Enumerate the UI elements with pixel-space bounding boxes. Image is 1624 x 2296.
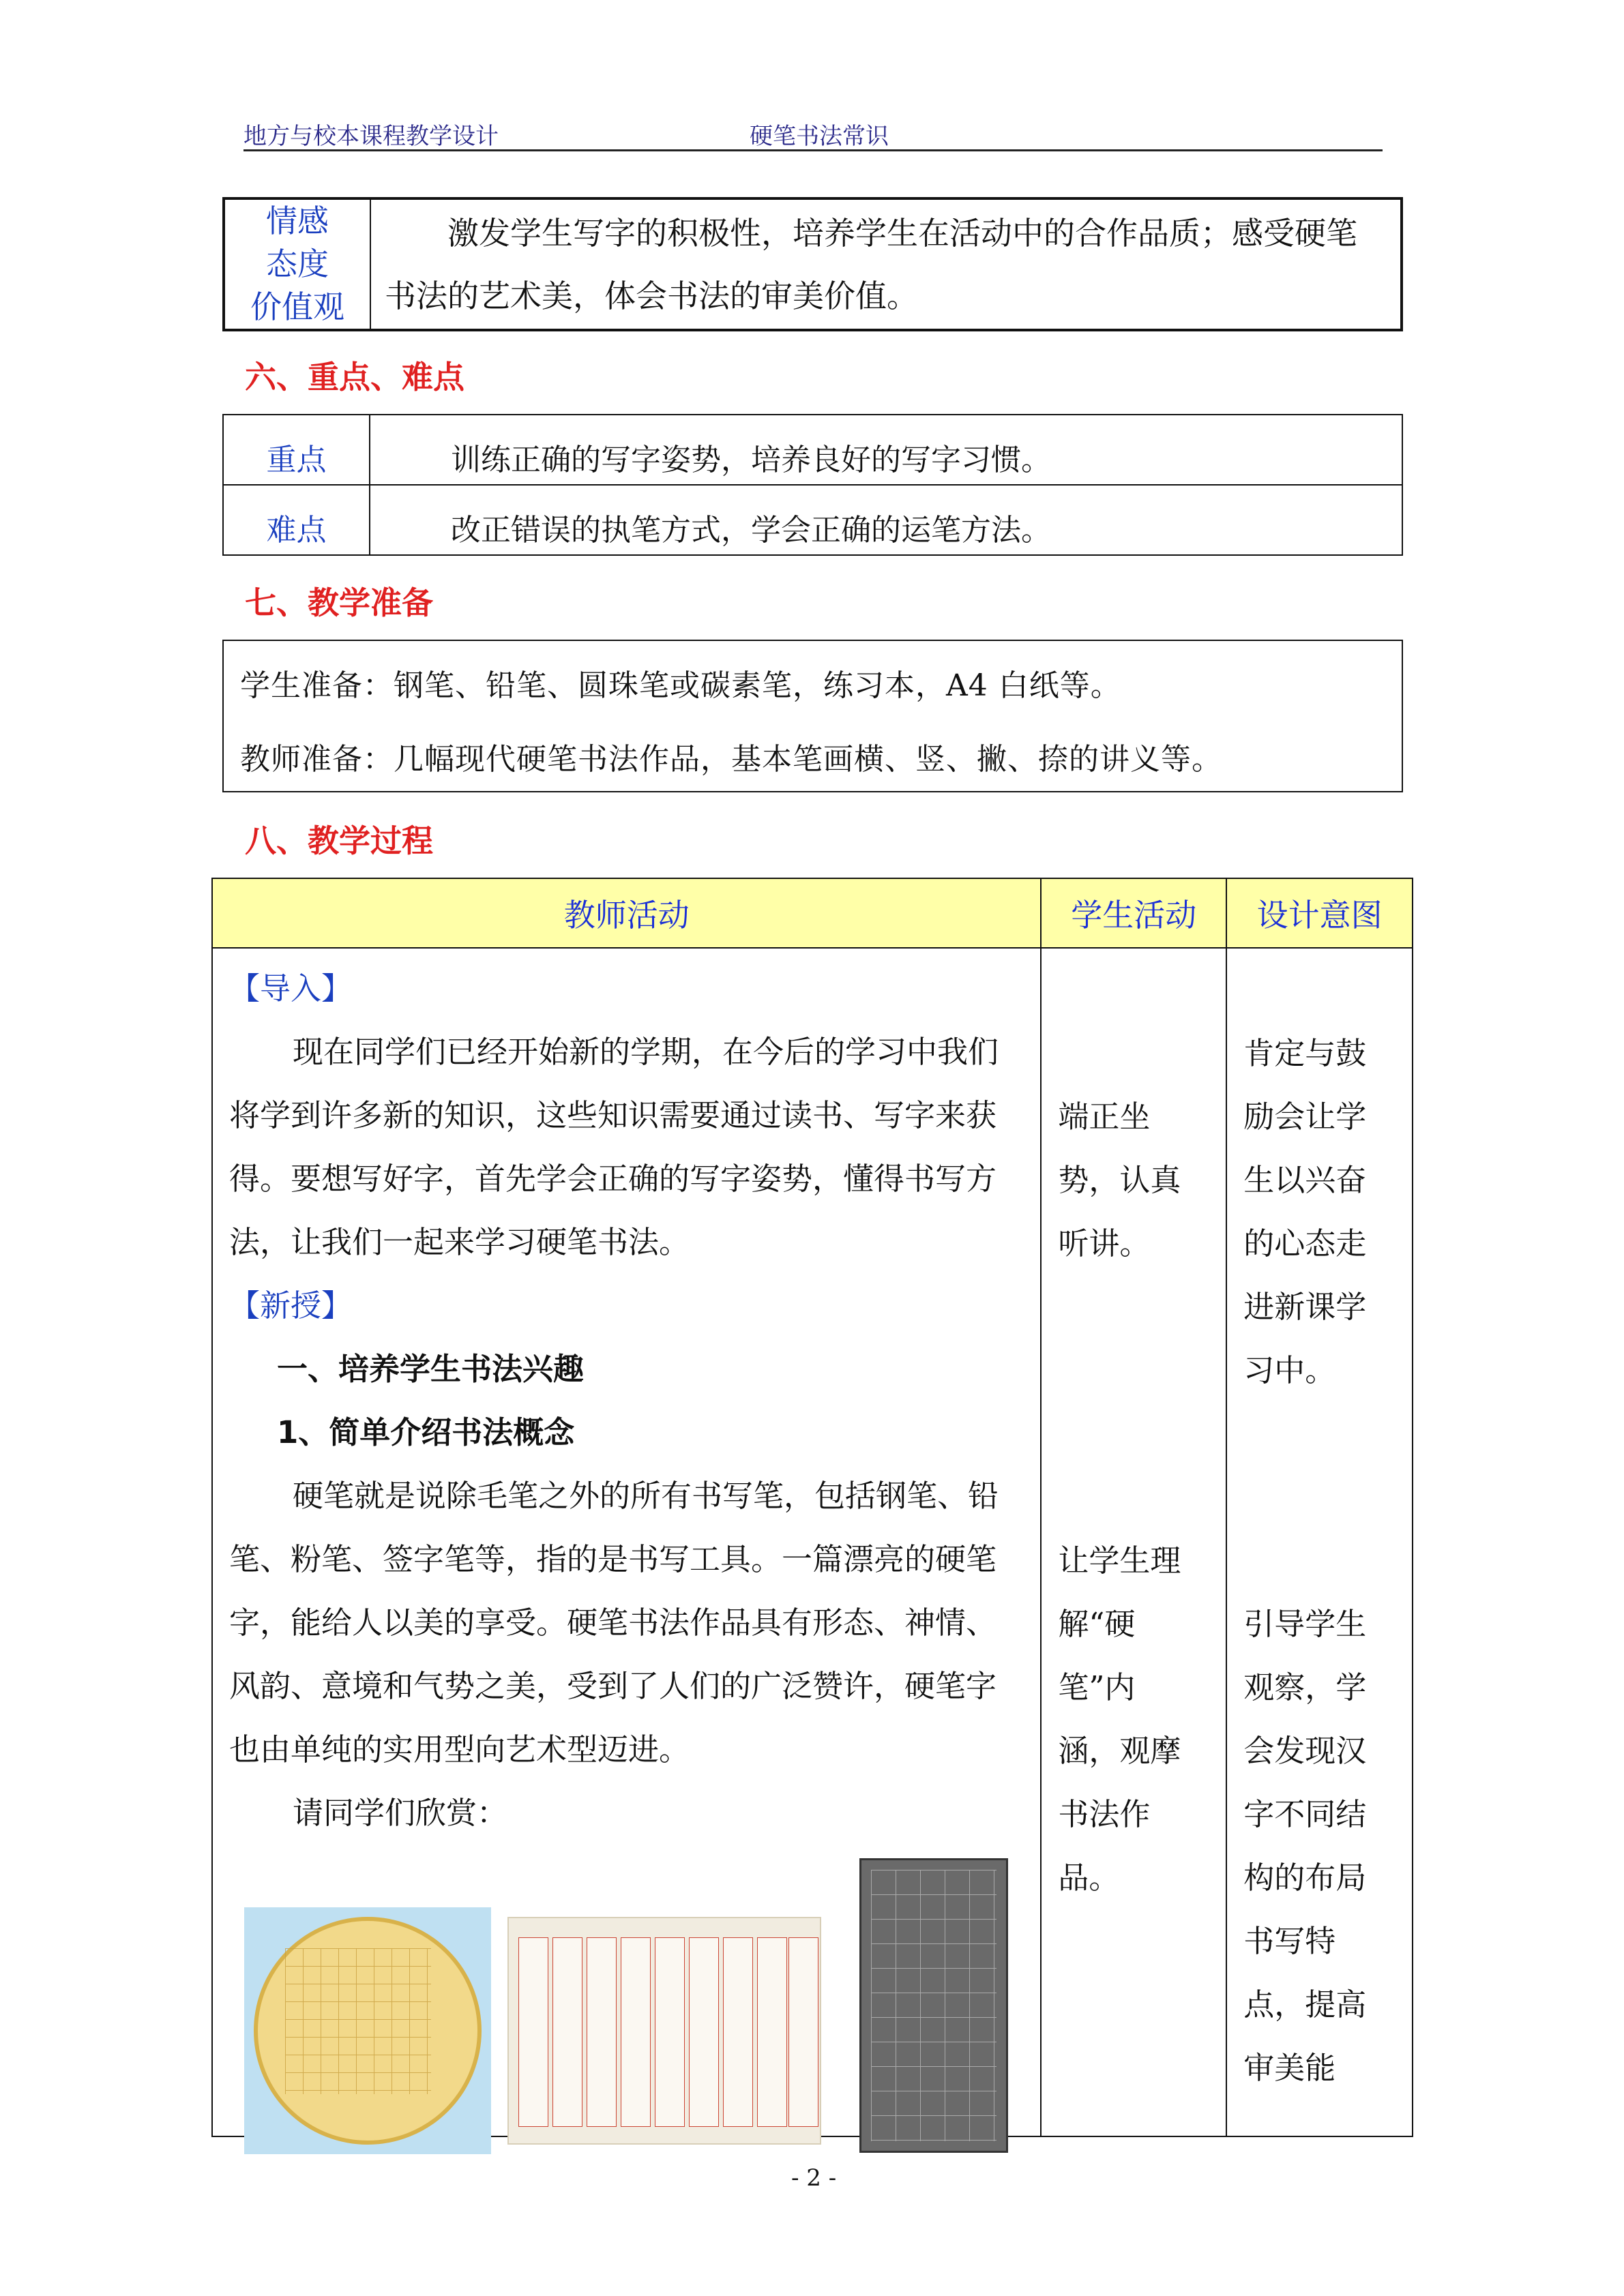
header-topic: 硬笔书法常识 — [750, 123, 889, 150]
student-preparation: 学生准备：钢笔、铅笔、圆珠笔或碳素笔，练习本，A4 白纸等。 — [240, 668, 1121, 703]
intent-line: 习中。 — [1243, 1352, 1336, 1388]
design-intent-cell — [1226, 948, 1413, 2136]
intent-line: 引导学生 — [1243, 1606, 1367, 1642]
page-number: - 2 - — [791, 2164, 837, 2192]
teacher-activity-cell — [212, 948, 1041, 2136]
intent-line: 生以兴奋 — [1243, 1162, 1367, 1198]
table-row — [223, 415, 1402, 485]
preparation-box — [222, 640, 1403, 792]
intent-line: 进新课学 — [1243, 1289, 1367, 1325]
calligraphy-samples — [213, 1845, 1040, 2131]
emotion-label-line: 态度 — [266, 245, 329, 282]
intent-line: 构的布局 — [1243, 1860, 1367, 1896]
table-row — [212, 948, 1413, 2136]
student-line: 笔”内 — [1058, 1669, 1136, 1705]
key-content: 训练正确的写字姿势，培养良好的写字习惯。 — [370, 415, 1402, 485]
page-header — [243, 115, 1383, 151]
student-activity-cell — [1041, 948, 1226, 2136]
table-row — [223, 485, 1402, 555]
student-line: 品。 — [1058, 1860, 1120, 1896]
emotion-values-table — [222, 197, 1403, 331]
intent-line: 字不同结 — [1243, 1796, 1367, 1832]
header-course-title: 地方与校本课程教学设计 — [243, 123, 499, 150]
student-line: 听讲。 — [1058, 1225, 1151, 1262]
header-teacher-activity: 教师活动 — [212, 878, 1041, 948]
intro-paragraph: 现在同学们已经开始新的学期，在今后的学习中我们将学到许多新的知识，这些知识需要通过读书、写字来获得。要想写好字，首先学会正确的写字姿势，懂得书写方法，让我们一起来学习硬笔书法。 — [229, 1034, 999, 1260]
intent-line: 的心态走 — [1243, 1225, 1367, 1262]
key-points-table — [222, 414, 1403, 556]
new-lesson-tag: 【新授】 — [229, 1287, 353, 1324]
intent-line: 励会让学 — [1243, 1099, 1367, 1135]
student-line: 涵，观摩 — [1058, 1733, 1181, 1769]
section-title-key-points: 六、重点、难点 — [245, 359, 464, 396]
student-line: 端正坐 — [1058, 1099, 1151, 1135]
intent-line: 审美能 — [1243, 2050, 1336, 2086]
header-student-activity: 学生活动 — [1041, 878, 1226, 948]
concept-paragraph: 硬笔就是说除毛笔之外的所有书写笔，包括钢笔、铅笔、粉笔、签字笔等，指的是书写工具。一篇漂亮的硬笔字，能给人以美的享受。硬笔书法作品具有形态、神情、风韵、意境和气势之美，受到了人们的广泛赞许，硬笔字也由单纯的实用型向艺术型迈进。 — [229, 1478, 999, 1768]
student-line: 势，认真 — [1058, 1162, 1181, 1198]
difficulty-label: 难点 — [223, 485, 370, 555]
appreciate-text: 请同学们欣赏： — [293, 1795, 508, 1831]
section-title-process: 八、教学过程 — [245, 822, 433, 859]
circular-calligraphy-image — [244, 1907, 491, 2154]
intent-line: 会发现汉 — [1243, 1733, 1367, 1769]
header-design-intent: 设计意图 — [1226, 878, 1413, 948]
emotion-content: 激发学生写字的积极性，培养学生在活动中的合作品质；感受硬笔书法的艺术美，体会书法的审美价值。 — [370, 198, 1402, 330]
teacher-preparation: 教师准备：几幅现代硬笔书法作品，基本笔画横、竖、撇、捺的讲义等。 — [240, 742, 1222, 777]
key-label: 重点 — [223, 415, 370, 485]
teaching-process-table — [211, 878, 1413, 2137]
intro-tag: 【导入】 — [229, 970, 353, 1007]
student-line: 让学生理 — [1058, 1542, 1181, 1579]
emotion-label-line: 价值观 — [250, 288, 344, 325]
grid-calligraphy-image — [859, 1858, 1008, 2153]
student-line: 书法作 — [1058, 1796, 1151, 1832]
difficulty-content: 改正错误的执笔方式，学会正确的运笔方法。 — [370, 485, 1402, 555]
student-line: 解“硬 — [1058, 1606, 1136, 1642]
intent-line: 点，提高 — [1243, 1986, 1367, 2023]
section-title-preparation: 七、教学准备 — [245, 584, 433, 621]
intent-line: 书写特 — [1243, 1923, 1336, 1959]
heading-interest: 一、培养学生书法兴趣 — [277, 1351, 585, 1387]
intent-line: 肯定与鼓 — [1243, 1035, 1367, 1071]
intent-line: 观察，学 — [1243, 1669, 1367, 1705]
scroll-calligraphy-image — [507, 1917, 821, 2145]
emotion-label — [224, 198, 370, 330]
heading-concept: 1、简单介绍书法概念 — [277, 1414, 575, 1450]
table-header-row — [212, 878, 1413, 948]
emotion-label-line: 情感 — [266, 203, 329, 239]
